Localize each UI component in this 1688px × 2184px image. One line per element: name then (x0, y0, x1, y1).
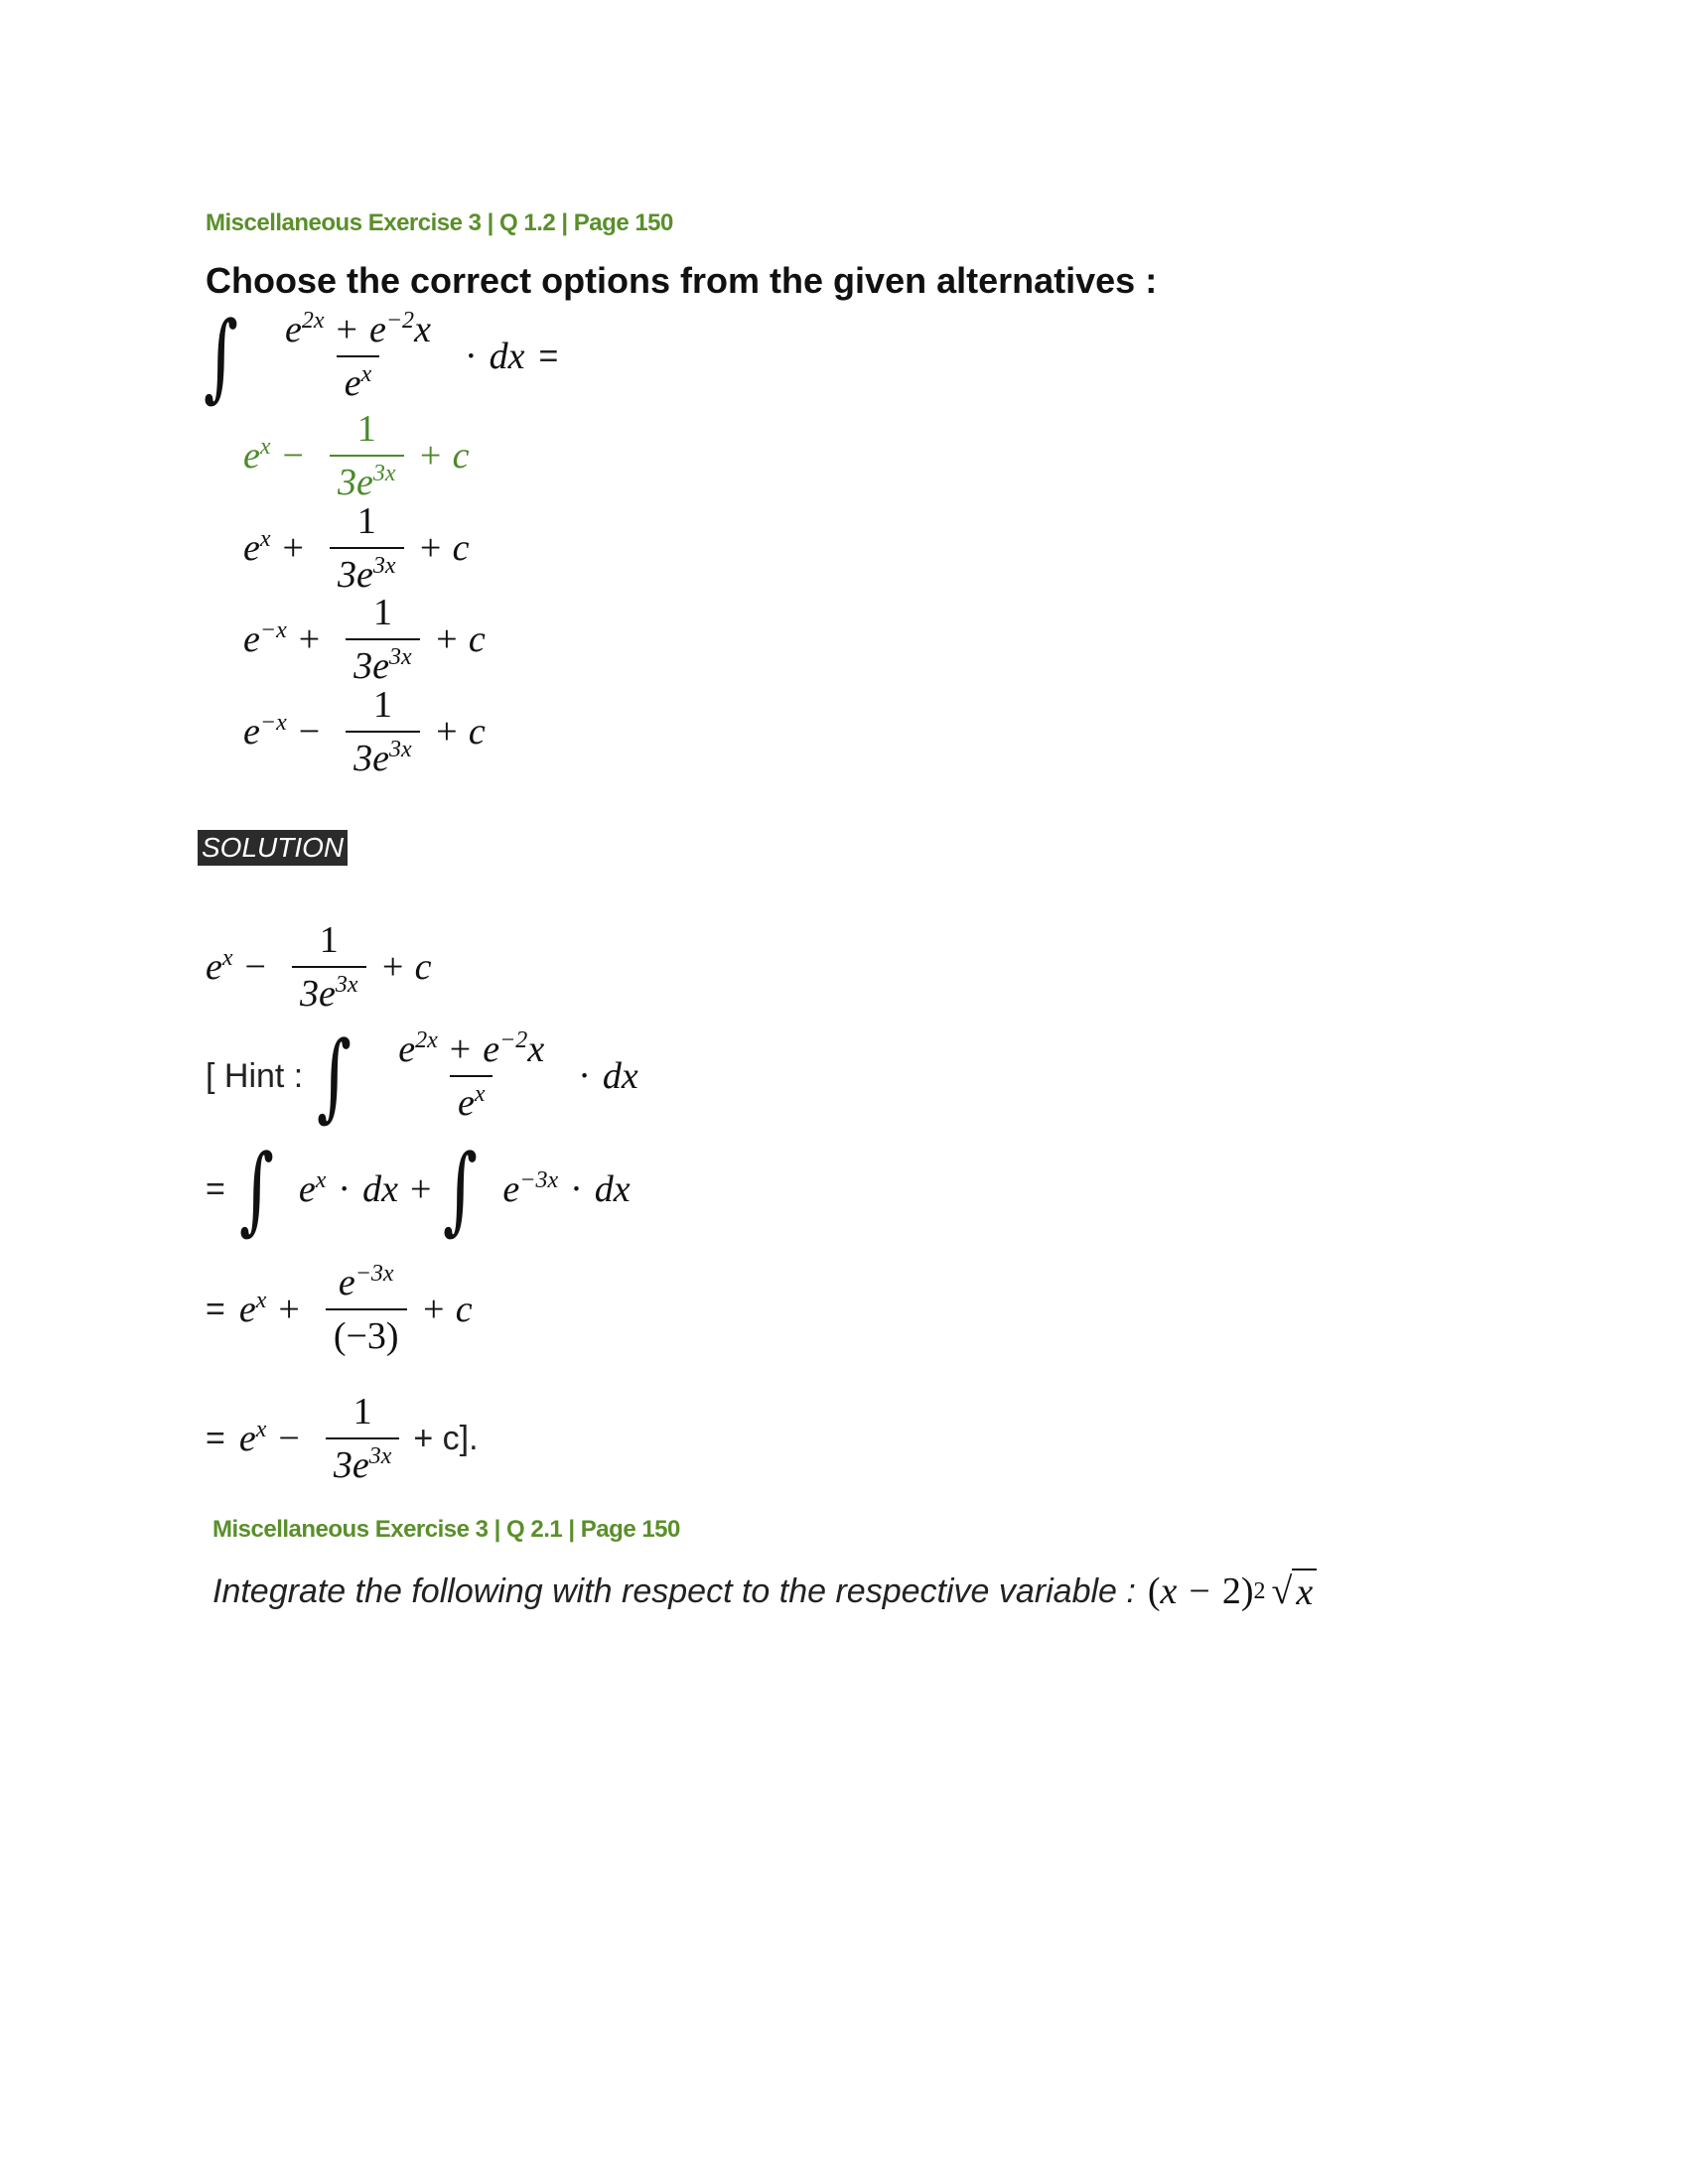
question-title: Choose the correct options from the given alternatives : (206, 260, 1158, 301)
equals-sign: = (538, 337, 559, 375)
option-b[interactable]: $e^x$ + $\frac{1}{3e^{3x}}$ + c (243, 500, 470, 596)
option-a[interactable]: $e^x$ − $\frac{1}{3e^{3x}}$ + c (243, 408, 470, 503)
solution-step-3: = $e^x$ − $\frac{1}{3e^{3x}}$ + c]. (206, 1391, 479, 1486)
solution-answer: $e^x$ − $\frac{1}{3e^{3x}}$ + c (206, 919, 432, 1015)
question-2: Integrate the following with respect to the respective variable : ( x − 2) 2 √ x (212, 1569, 1317, 1614)
solution-button[interactable]: SOLUTION (198, 830, 348, 866)
solution-closing: + c]. (413, 1419, 479, 1457)
option-d[interactable]: $e^{-x}$ − $\frac{1}{3e^{3x}}$ + c (243, 684, 486, 779)
option-c[interactable]: $e^{-x}$ + $\frac{1}{3e^{3x}}$ + c (243, 592, 486, 687)
hint-line: [ Hint : ∫ $\frac{e^{2x} + e^{-2}x}{e^x}$ · dx (206, 1021, 638, 1132)
solution-step-2: = $e^x$ + $\frac{e^{-3x}}{(-3)}$ + c (206, 1261, 473, 1357)
question-2-text: Integrate the following with respect to the respective variable : (212, 1571, 1136, 1610)
integral-sign: ∫ (204, 301, 239, 412)
question-meta-q2: Miscellaneous Exercise 3 | Q 2.1 | Page 150 (212, 1516, 680, 1543)
hint-label: [ Hint : (206, 1056, 304, 1095)
question-meta-q1: Miscellaneous Exercise 3 | Q 1.2 | Page 150 (206, 209, 673, 236)
solution-step-1: = ∫ $e^x$ · dx + ∫ $e^{-3x}$ · dx (206, 1134, 631, 1245)
integrand-fraction: $\frac{e^{2x} + e^{-2}x}{e^x}$ (285, 308, 431, 404)
question-integral: ∫ $\frac{e^{2x} + e^{-2}x}{e^x}$ · dx = (204, 301, 559, 412)
